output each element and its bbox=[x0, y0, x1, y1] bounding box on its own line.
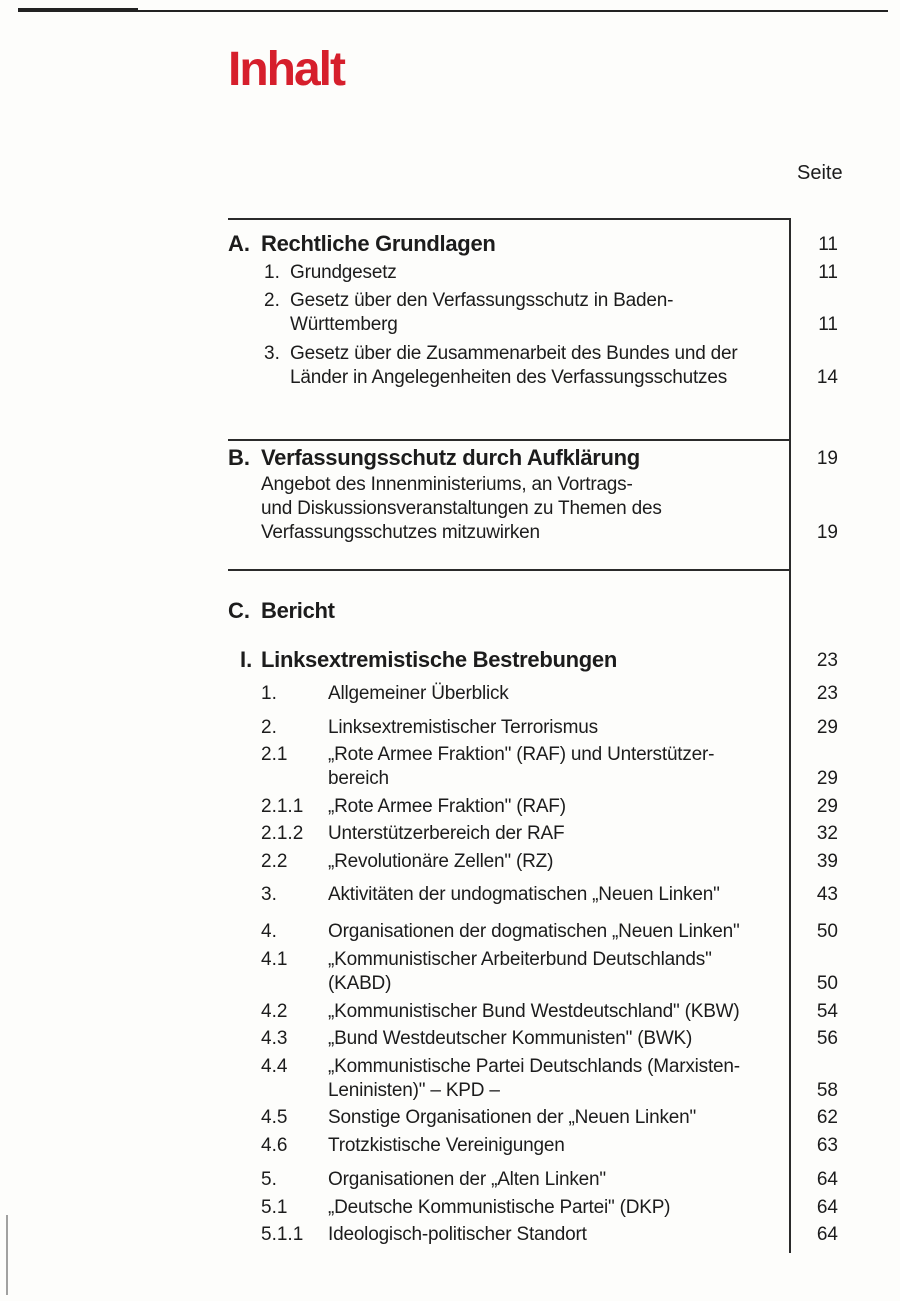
toc-number: 4.5 bbox=[261, 1107, 288, 1128]
scan-edge-mark bbox=[6, 1215, 8, 1295]
toc-entry: Gesetz über den Verfassungsschutz in Baden- bbox=[290, 290, 674, 311]
toc-entry: Gesetz über die Zusammenarbeit des Bundes und der bbox=[290, 343, 738, 364]
toc-page: 29 bbox=[816, 768, 838, 789]
toc-entry: „Revolutionäre Zellen" (RZ) bbox=[328, 851, 554, 872]
toc-entry: „Kommunistische Partei Deutschlands (Marxisten- bbox=[328, 1056, 740, 1077]
toc-number: 1. bbox=[264, 262, 280, 283]
section-c-title: Bericht bbox=[261, 598, 335, 623]
toc-entry: Württemberg bbox=[290, 314, 398, 335]
toc-number: 2. bbox=[261, 717, 277, 738]
toc-page: 11 bbox=[818, 314, 838, 335]
toc-entry: „Rote Armee Fraktion" (RAF) und Unterstützer- bbox=[328, 744, 715, 765]
toc-page: 50 bbox=[816, 973, 838, 994]
toc-page: 64 bbox=[816, 1197, 838, 1218]
toc-page: 63 bbox=[816, 1135, 838, 1156]
toc-page: 43 bbox=[816, 884, 838, 905]
section-a-page: 11 bbox=[818, 234, 838, 255]
top-rule bbox=[18, 10, 888, 12]
section-b-text: Angebot des Innenministeriums, an Vortrags- bbox=[261, 474, 633, 495]
toc-entry: „Kommunistischer Arbeiterbund Deutschlands" bbox=[328, 949, 712, 970]
toc-number: 5.1.1 bbox=[261, 1224, 304, 1245]
toc-entry: „Kommunistischer Bund Westdeutschland" (KBW) bbox=[328, 1001, 740, 1022]
toc-page: 39 bbox=[816, 851, 838, 872]
toc-entry: Unterstützerbereich der RAF bbox=[328, 823, 565, 844]
toc-number: 4.2 bbox=[261, 1001, 288, 1022]
section-b-text: Verfassungsschutzes mitzuwirken bbox=[261, 522, 540, 543]
toc-page: 56 bbox=[816, 1028, 838, 1049]
toc-page: 19 bbox=[816, 522, 838, 543]
toc-number: 4.4 bbox=[261, 1056, 288, 1077]
toc-number: 4.6 bbox=[261, 1135, 288, 1156]
toc-entry: Aktivitäten der undogmatischen „Neuen Linken" bbox=[328, 884, 720, 905]
section-b-letter: B. bbox=[228, 445, 250, 470]
toc-number: 2.1 bbox=[261, 744, 288, 765]
section-b-rule bbox=[228, 439, 790, 441]
toc-entry: Grundgesetz bbox=[290, 262, 397, 283]
toc-number: 3. bbox=[264, 343, 280, 364]
toc-entry: „Deutsche Kommunistische Partei" (DKP) bbox=[328, 1197, 671, 1218]
toc-page: 29 bbox=[816, 796, 838, 817]
toc-entry: Trotzkistische Vereinigungen bbox=[328, 1135, 565, 1156]
toc-entry: (KABD) bbox=[328, 973, 392, 994]
toc-number: 2.1.2 bbox=[261, 823, 304, 844]
toc-page: 58 bbox=[816, 1080, 838, 1101]
section-b-text: und Diskussionsveranstaltungen zu Themen des bbox=[261, 498, 662, 519]
toc-entry: „Rote Armee Fraktion" (RAF) bbox=[328, 796, 566, 817]
toc-number: 1. bbox=[261, 683, 277, 704]
toc-entry: Allgemeiner Überblick bbox=[328, 683, 509, 704]
section-c-letter: C. bbox=[228, 598, 250, 623]
toc-entry: Organisationen der dogmatischen „Neuen Linken" bbox=[328, 921, 740, 942]
toc-page: 11 bbox=[818, 262, 838, 283]
page-title: Inhalt bbox=[228, 43, 344, 96]
toc-page: 29 bbox=[816, 717, 838, 738]
toc-page: 54 bbox=[816, 1001, 838, 1022]
toc-number: 2.1.1 bbox=[261, 796, 304, 817]
section-c-rule bbox=[228, 569, 790, 571]
toc-page: 32 bbox=[816, 823, 838, 844]
toc-entry: Linksextremistischer Terrorismus bbox=[328, 717, 598, 738]
toc-page: 50 bbox=[816, 921, 838, 942]
section-b-page: 19 bbox=[816, 448, 838, 469]
toc-page: 64 bbox=[816, 1224, 838, 1245]
toc-number: 2.2 bbox=[261, 851, 288, 872]
toc-number: 5.1 bbox=[261, 1197, 288, 1218]
toc-entry: Organisationen der „Alten Linken" bbox=[328, 1169, 606, 1190]
toc-page: 64 bbox=[816, 1169, 838, 1190]
toc-entry: Sonstige Organisationen der „Neuen Linken" bbox=[328, 1107, 697, 1128]
toc-number: 5. bbox=[261, 1169, 277, 1190]
section-b-title: Verfassungsschutz durch Aufklärung bbox=[261, 445, 640, 470]
section-a-rule bbox=[228, 218, 790, 220]
toc-page: 62 bbox=[816, 1107, 838, 1128]
toc-entry: Ideologisch-politischer Standort bbox=[328, 1224, 587, 1245]
toc-number: 2. bbox=[264, 290, 280, 311]
toc-page: 14 bbox=[816, 367, 838, 388]
toc-entry: Länder in Angelegenheiten des Verfassungsschutzes bbox=[290, 367, 728, 388]
section-a-title: Rechtliche Grundlagen bbox=[261, 231, 496, 256]
subsection-number: I. bbox=[240, 647, 253, 672]
page-column-header: Seite bbox=[797, 162, 843, 184]
toc-entry: „Bund Westdeutscher Kommunisten" (BWK) bbox=[328, 1028, 693, 1049]
toc-entry: Leninisten)" – KPD – bbox=[328, 1080, 500, 1101]
toc-number: 4.3 bbox=[261, 1028, 288, 1049]
toc-number: 3. bbox=[261, 884, 277, 905]
section-a-letter: A. bbox=[228, 231, 250, 256]
subsection-page: 23 bbox=[816, 650, 838, 671]
toc-entry: bereich bbox=[328, 768, 389, 789]
toc-number: 4. bbox=[261, 921, 277, 942]
toc-page: 23 bbox=[816, 683, 838, 704]
toc-number: 4.1 bbox=[261, 949, 288, 970]
subsection-title: Linksextremistische Bestrebungen bbox=[261, 647, 617, 672]
